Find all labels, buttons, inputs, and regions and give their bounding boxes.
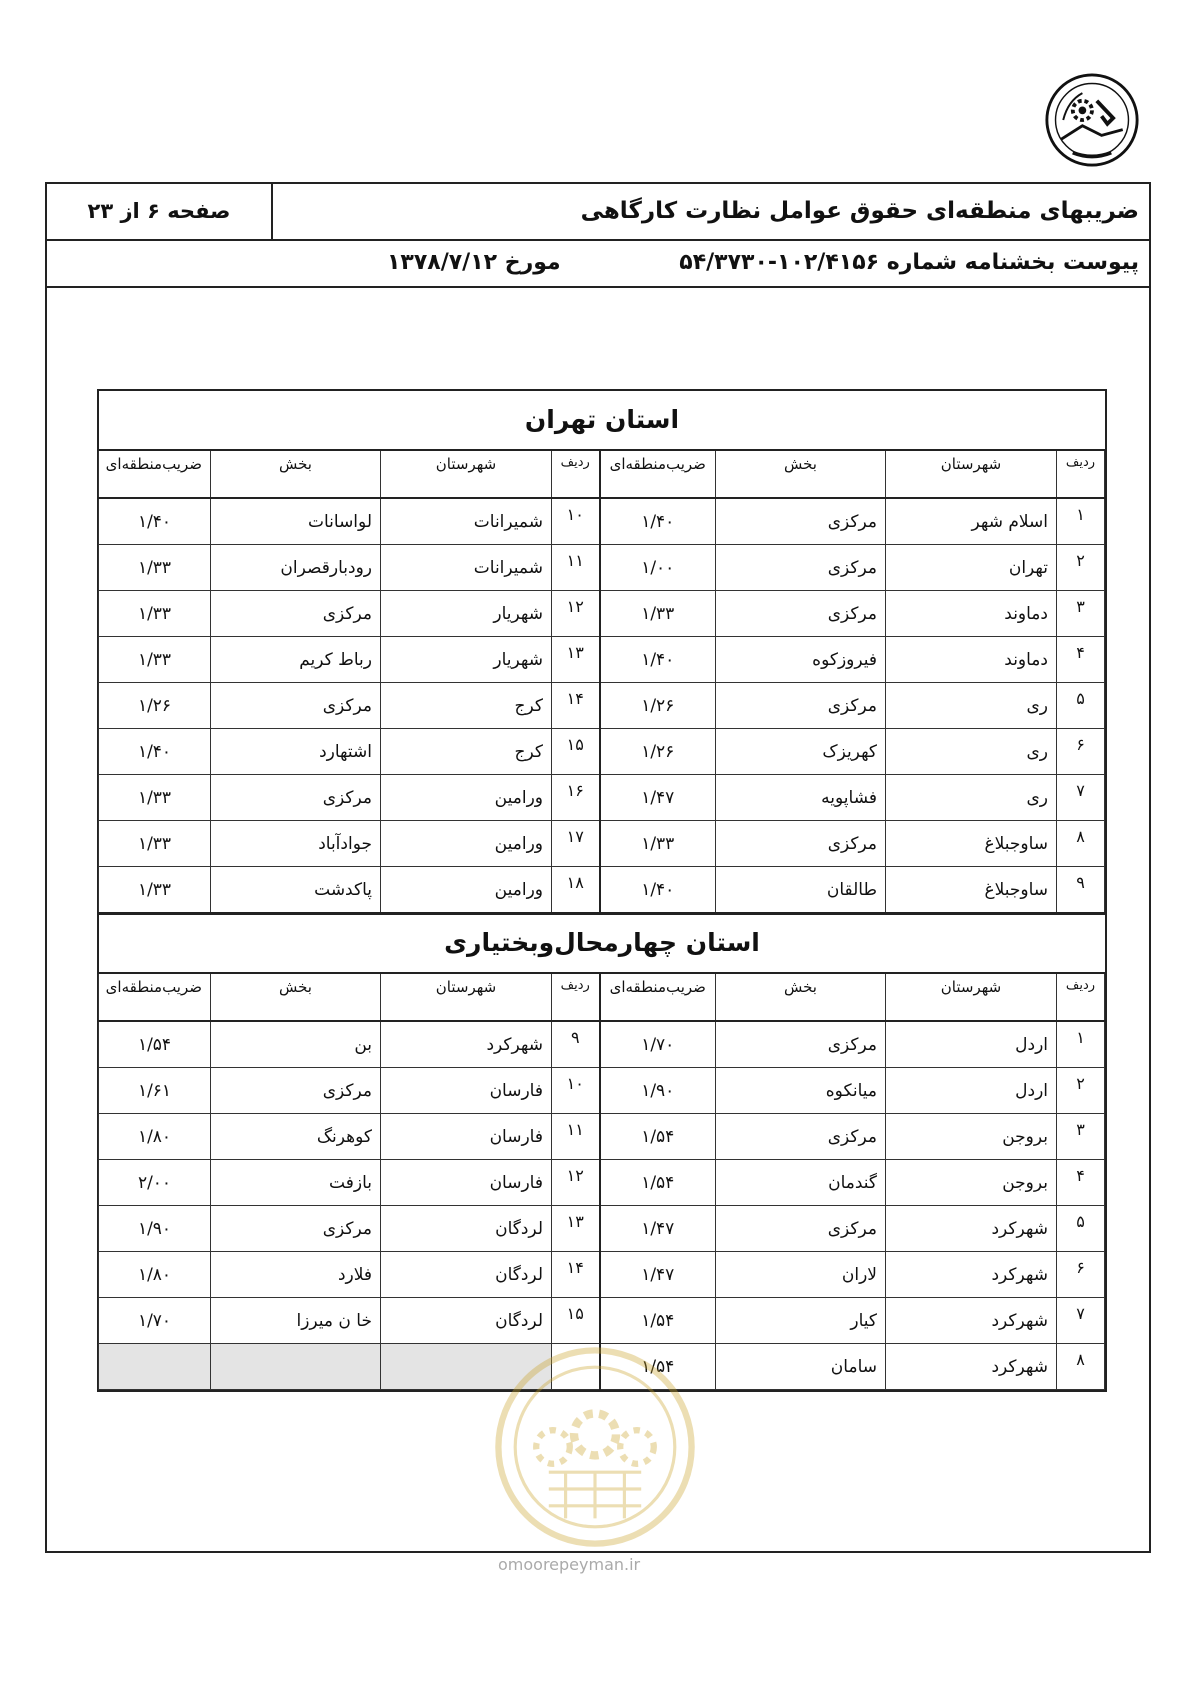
cell-bakhsh: مرکزی	[211, 1068, 381, 1114]
table-row	[99, 637, 1105, 683]
coefficient-table	[98, 974, 1105, 1390]
cell-bakhsh: اشتهارد	[211, 729, 381, 775]
province-table-tehran	[97, 389, 1107, 915]
cell-radif: ۴	[1057, 1160, 1105, 1206]
cell-zarib: ۱/۴۰	[99, 729, 211, 775]
cell-radif: ۹	[1057, 867, 1105, 913]
col-radif: ردیف	[1057, 974, 1105, 1021]
cell-shahrestan: اسلام شهر	[886, 498, 1057, 545]
col-shahrestan: شهرستان	[381, 974, 552, 1021]
cell-radif: ۱۸	[552, 867, 600, 913]
cell-shahrestan: ورامین	[381, 775, 552, 821]
cell-radif: ۲	[1057, 1068, 1105, 1114]
cell-radif: ۴	[1057, 637, 1105, 683]
cell-shahrestan: کرج	[381, 729, 552, 775]
cell-bakhsh: بازفت	[211, 1160, 381, 1206]
cell-bakhsh: مرکزی	[716, 498, 886, 545]
cell-shahrestan: ورامین	[381, 821, 552, 867]
cell-zarib: ۱/۲۶	[600, 683, 716, 729]
cell-shahrestan: دماوند	[886, 591, 1057, 637]
cell-bakhsh: مرکزی	[716, 545, 886, 591]
tehran-rows	[99, 498, 1105, 913]
table-row	[99, 1206, 1105, 1252]
cell-zarib: ۱/۴۰	[99, 498, 211, 545]
cell-zarib: ۱/۳۳	[99, 545, 211, 591]
cell-zarib: ۱/۵۴	[600, 1160, 716, 1206]
cell-bakhsh: بن	[211, 1021, 381, 1068]
circular-number: پیوست بخشنامه شماره ۱۰۲/۴۱۵۶-۵۴/۳۷۳۰	[679, 250, 1139, 275]
cell-bakhsh: خا ن میرزا	[211, 1298, 381, 1344]
col-bakhsh: بخش	[211, 974, 381, 1021]
cell-zarib: ۱/۳۳	[99, 821, 211, 867]
cell-bakhsh: مرکزی	[716, 591, 886, 637]
cell-bakhsh: سامان	[716, 1344, 886, 1390]
cell-bakhsh: کهریزک	[716, 729, 886, 775]
cell-zarib: ۱/۵۴	[99, 1021, 211, 1068]
cell-shahrestan: لردگان	[381, 1298, 552, 1344]
cell-radif: ۱۷	[552, 821, 600, 867]
cell-zarib: ۱/۵۴	[600, 1298, 716, 1344]
cell-shahrestan: شهریار	[381, 591, 552, 637]
cell-radif: ۱۵	[552, 1298, 600, 1344]
cell-radif: ۱۵	[552, 729, 600, 775]
col-bakhsh: بخش	[716, 451, 886, 498]
cell-radif: ۸	[1057, 1344, 1105, 1390]
cell-bakhsh: گندمان	[716, 1160, 886, 1206]
cell-zarib: ۱/۲۶	[600, 729, 716, 775]
cell-shahrestan: ساوجبلاغ	[886, 867, 1057, 913]
col-radif: ردیف	[1057, 451, 1105, 498]
cell-shahrestan: اردل	[886, 1021, 1057, 1068]
table-row	[99, 1021, 1105, 1068]
cell-radif: ۳	[1057, 591, 1105, 637]
table-row	[99, 1298, 1105, 1344]
cell-zarib: ۱/۵۴	[600, 1114, 716, 1160]
cell-shahrestan: دماوند	[886, 637, 1057, 683]
cell-radif: ۱	[1057, 1021, 1105, 1068]
cell-bakhsh: مرکزی	[211, 775, 381, 821]
cell-zarib: ۱/۶۱	[99, 1068, 211, 1114]
cell-shahrestan: لردگان	[381, 1252, 552, 1298]
cell-radif: ۳	[1057, 1114, 1105, 1160]
chaharmahal-rows	[99, 1021, 1105, 1390]
cell-zarib: ۱/۳۳	[99, 775, 211, 821]
cell-radif: ۱۰	[552, 498, 600, 545]
province-table-chaharmahal	[97, 912, 1107, 1392]
cell-shahrestan: شهرکرد	[886, 1206, 1057, 1252]
table-row	[99, 545, 1105, 591]
table-row	[99, 775, 1105, 821]
organization-logo	[1044, 72, 1140, 168]
col-bakhsh: بخش	[211, 451, 381, 498]
cell-bakhsh: مرکزی	[716, 821, 886, 867]
cell-zarib: ۱/۳۳	[99, 591, 211, 637]
col-shahrestan: شهرستان	[381, 451, 552, 498]
watermark-seal	[490, 1342, 700, 1552]
header-row	[47, 184, 1149, 241]
cell-radif: ۱۳	[552, 637, 600, 683]
cell-shahrestan: فارسان	[381, 1114, 552, 1160]
cell-bakhsh: مرکزی	[211, 683, 381, 729]
cell-radif: ۶	[1057, 1252, 1105, 1298]
cell-radif: ۱۱	[552, 545, 600, 591]
cell-radif: ۱۳	[552, 1206, 600, 1252]
watermark-site: omoorepeyman.ir	[498, 1555, 641, 1574]
cell-zarib: ۱/۸۰	[99, 1114, 211, 1160]
cell-bakhsh	[211, 1344, 381, 1390]
cell-zarib: ۱/۴۰	[600, 867, 716, 913]
col-bakhsh: بخش	[716, 974, 886, 1021]
cell-radif: ۱۱	[552, 1114, 600, 1160]
cell-shahrestan: بروجن	[886, 1114, 1057, 1160]
col-shahrestan: شهرستان	[886, 974, 1057, 1021]
cell-zarib: ۱/۳۳	[99, 867, 211, 913]
cell-zarib: ۱/۴۷	[600, 1252, 716, 1298]
cell-zarib: ۱/۰۰	[600, 545, 716, 591]
cell-zarib: ۱/۳۳	[600, 821, 716, 867]
table-row	[99, 1160, 1105, 1206]
cell-zarib: ۱/۵۴	[600, 1344, 716, 1390]
col-radif: ردیف	[552, 974, 600, 1021]
cell-radif: ۵	[1057, 683, 1105, 729]
cell-zarib: ۱/۴۰	[600, 498, 716, 545]
table-row	[99, 683, 1105, 729]
cell-shahrestan: شهرکرد	[886, 1252, 1057, 1298]
cell-shahrestan: لردگان	[381, 1206, 552, 1252]
table-row	[99, 1252, 1105, 1298]
cell-shahrestan: شمیرانات	[381, 498, 552, 545]
table-row	[99, 867, 1105, 913]
cell-bakhsh: جوادآباد	[211, 821, 381, 867]
cell-bakhsh: مرکزی	[716, 1114, 886, 1160]
cell-radif: ۱۴	[552, 683, 600, 729]
col-zarib: ضریب‌منطقه‌ای	[600, 451, 716, 498]
province-title: استان چهارمحال‌وبختیاری	[99, 914, 1105, 974]
cell-bakhsh: فلارد	[211, 1252, 381, 1298]
cell-zarib: ۱/۳۳	[600, 591, 716, 637]
cell-zarib: ۱/۴۰	[600, 637, 716, 683]
cell-zarib: ۲/۰۰	[99, 1160, 211, 1206]
col-zarib: ضریب‌منطقه‌ای	[600, 974, 716, 1021]
cell-shahrestan: ری	[886, 775, 1057, 821]
cell-radif: ۷	[1057, 775, 1105, 821]
cell-bakhsh: میانکوه	[716, 1068, 886, 1114]
cell-bakhsh: مرکزی	[716, 1206, 886, 1252]
cell-radif: ۸	[1057, 821, 1105, 867]
col-shahrestan: شهرستان	[886, 451, 1057, 498]
cell-zarib: ۱/۹۰	[600, 1068, 716, 1114]
cell-bakhsh: رودبارقصران	[211, 545, 381, 591]
province-title: استان تهران	[99, 391, 1105, 451]
cell-zarib: ۱/۳۳	[99, 637, 211, 683]
cell-radif: ۹	[552, 1021, 600, 1068]
cell-zarib: ۱/۴۷	[600, 775, 716, 821]
cell-zarib: ۱/۸۰	[99, 1252, 211, 1298]
cell-radif: ۱۴	[552, 1252, 600, 1298]
circular-row	[47, 241, 1149, 288]
cell-shahrestan: فارسان	[381, 1068, 552, 1114]
cell-radif: ۱۰	[552, 1068, 600, 1114]
col-zarib: ضریب‌منطقه‌ای	[99, 974, 211, 1021]
cell-zarib	[99, 1344, 211, 1390]
cell-bakhsh: مرکزی	[716, 683, 886, 729]
table-row	[99, 1114, 1105, 1160]
cell-radif: ۶	[1057, 729, 1105, 775]
cell-bakhsh: طالقان	[716, 867, 886, 913]
cell-bakhsh: رباط کریم	[211, 637, 381, 683]
cell-shahrestan: ورامین	[381, 867, 552, 913]
cell-shahrestan: تهران	[886, 545, 1057, 591]
cell-radif: ۱۲	[552, 1160, 600, 1206]
cell-bakhsh: فیروزکوه	[716, 637, 886, 683]
cell-zarib: ۱/۷۰	[600, 1021, 716, 1068]
table-row	[99, 498, 1105, 545]
cell-radif: ۷	[1057, 1298, 1105, 1344]
table-row	[99, 821, 1105, 867]
cell-zarib: ۱/۷۰	[99, 1298, 211, 1344]
coefficient-table	[98, 451, 1105, 913]
cell-bakhsh: کوهرنگ	[211, 1114, 381, 1160]
col-radif: ردیف	[552, 451, 600, 498]
table-row	[99, 729, 1105, 775]
cell-radif: ۵	[1057, 1206, 1105, 1252]
cell-shahrestan: کرج	[381, 683, 552, 729]
cell-shahrestan: شمیرانات	[381, 545, 552, 591]
cell-zarib: ۱/۲۶	[99, 683, 211, 729]
cell-shahrestan: شهرکرد	[381, 1021, 552, 1068]
table-row	[99, 1068, 1105, 1114]
cell-shahrestan: ری	[886, 729, 1057, 775]
table-header-row	[99, 451, 1105, 498]
cell-shahrestan: اردل	[886, 1068, 1057, 1114]
cell-shahrestan: فارسان	[381, 1160, 552, 1206]
col-zarib: ضریب‌منطقه‌ای	[99, 451, 211, 498]
cell-shahrestan: ساوجبلاغ	[886, 821, 1057, 867]
cell-bakhsh: کیار	[716, 1298, 886, 1344]
page-number: صفحه ۶ از ۲۳	[47, 184, 273, 239]
table-row	[99, 591, 1105, 637]
cell-shahrestan: شهریار	[381, 637, 552, 683]
cell-shahrestan: بروجن	[886, 1160, 1057, 1206]
cell-radif: ۱	[1057, 498, 1105, 545]
cell-bakhsh: لاران	[716, 1252, 886, 1298]
cell-shahrestan: شهرکرد	[886, 1344, 1057, 1390]
cell-radif: ۲	[1057, 545, 1105, 591]
cell-bakhsh: لواسانات	[211, 498, 381, 545]
cell-bakhsh: پاکدشت	[211, 867, 381, 913]
cell-bakhsh: مرکزی	[211, 591, 381, 637]
cell-shahrestan: ری	[886, 683, 1057, 729]
cell-bakhsh: مرکزی	[716, 1021, 886, 1068]
circular-date: مورخ ۱۳۷۸/۷/۱۲	[387, 250, 561, 275]
cell-bakhsh: مرکزی	[211, 1206, 381, 1252]
cell-bakhsh: فشاپویه	[716, 775, 886, 821]
document-title: ضریبهای منطقه‌ای حقوق عوامل نظارت کارگاهی	[580, 198, 1139, 224]
table-header-row	[99, 974, 1105, 1021]
cell-zarib: ۱/۴۷	[600, 1206, 716, 1252]
cell-zarib: ۱/۹۰	[99, 1206, 211, 1252]
cell-shahrestan: شهرکرد	[886, 1298, 1057, 1344]
cell-radif: ۱۲	[552, 591, 600, 637]
cell-radif: ۱۶	[552, 775, 600, 821]
